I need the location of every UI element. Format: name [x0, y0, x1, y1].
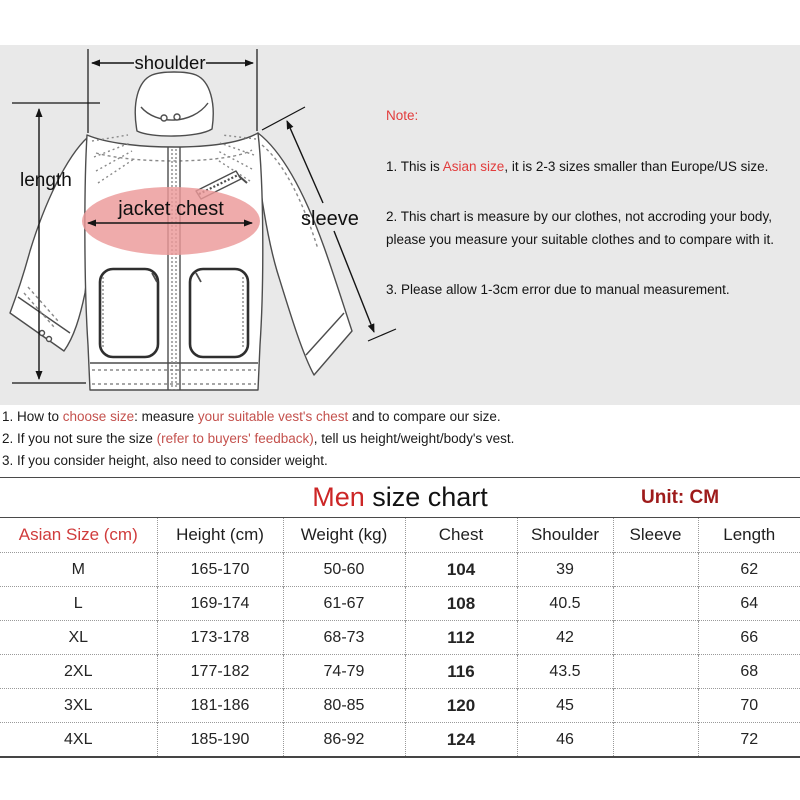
size-cell: 112 — [405, 621, 517, 655]
size-cell: 39 — [517, 553, 613, 587]
note-3: 3. Please allow 1-3cm error due to manual measurement. — [386, 282, 730, 297]
tip-2: 2. If you not sure the size (refer to buyers' feedback), tell us height/weight/body's vest. — [2, 431, 515, 446]
size-table — [0, 518, 800, 756]
size-cell: 74-79 — [283, 655, 405, 689]
size-cell — [613, 655, 698, 689]
col-header-height-cm: Height (cm) — [157, 518, 283, 553]
size-cell: 40.5 — [517, 587, 613, 621]
size-chart-title: Men size chart — [312, 482, 488, 512]
size-row-M — [0, 553, 800, 587]
right-sleeve — [257, 133, 352, 375]
size-cell: 42 — [517, 621, 613, 655]
size-table-header — [0, 518, 800, 553]
size-cell: 68-73 — [283, 621, 405, 655]
collar-snap — [174, 114, 180, 120]
size-row-L — [0, 587, 800, 621]
col-header-sleeve: Sleeve — [613, 518, 698, 553]
size-cell: 80-85 — [283, 689, 405, 723]
size-cell: 104 — [405, 553, 517, 587]
size-cell: 64 — [698, 587, 800, 621]
asian-size-highlight: Asian size — [442, 159, 505, 174]
col-header-chest: Chest — [405, 518, 517, 553]
size-chart-title-row — [0, 478, 800, 518]
size-cell: 62 — [698, 553, 800, 587]
size-cell: 177-182 — [157, 655, 283, 689]
col-header-shoulder: Shoulder — [517, 518, 613, 553]
notes-heading: Note: — [386, 108, 419, 123]
shoulder-label: shoulder — [134, 52, 206, 73]
jacket-measurement-diagram — [0, 45, 400, 405]
size-cell — [613, 553, 698, 587]
size-row-XL — [0, 621, 800, 655]
size-table-body — [0, 553, 800, 757]
unit-label: Unit: CM — [641, 487, 720, 508]
size-row-3XL — [0, 689, 800, 723]
notes-section — [386, 107, 798, 328]
size-cell: 2XL — [0, 655, 157, 689]
size-cell: 4XL — [0, 723, 157, 757]
size-cell: 46 — [517, 723, 613, 757]
size-cell: 120 — [405, 689, 517, 723]
size-cell: 165-170 — [157, 553, 283, 587]
size-cell: 66 — [698, 621, 800, 655]
size-cell: 3XL — [0, 689, 157, 723]
size-row-4XL — [0, 723, 800, 757]
size-cell: 68 — [698, 655, 800, 689]
size-cell: 108 — [405, 587, 517, 621]
size-cell: 72 — [698, 723, 800, 757]
size-cell — [613, 621, 698, 655]
size-cell: 61-67 — [283, 587, 405, 621]
size-cell: M — [0, 553, 157, 587]
size-cell: 181-186 — [157, 689, 283, 723]
size-cell: 169-174 — [157, 587, 283, 621]
header-row — [0, 518, 800, 553]
men-size-chart — [0, 477, 800, 758]
sizing-tips — [2, 406, 798, 472]
size-cell: 45 — [517, 689, 613, 723]
size-cell: 50-60 — [283, 553, 405, 587]
size-cell: XL — [0, 621, 157, 655]
tip-1: 1. How to choose size: measure your suitable vest's chest and to compare our size. — [2, 409, 501, 424]
size-cell: 70 — [698, 689, 800, 723]
size-cell: 43.5 — [517, 655, 613, 689]
sleeve-label: sleeve — [301, 208, 359, 230]
size-cell: 124 — [405, 723, 517, 757]
note-1: 1. This is Asian size, it is 2-3 sizes smaller than Europe/US size. — [386, 159, 769, 174]
size-cell — [613, 723, 698, 757]
col-header-asian-size-cm: Asian Size (cm) — [18, 525, 138, 544]
size-row-2XL — [0, 655, 800, 689]
collar — [135, 72, 213, 136]
note-2: 2. This chart is measure by our clothes, not accroding your body, please you measure your suitable clothes and to compare with it. — [386, 209, 774, 247]
size-cell: 185-190 — [157, 723, 283, 757]
length-label: length — [20, 170, 72, 191]
size-cell: L — [0, 587, 157, 621]
size-cell — [613, 689, 698, 723]
diagram-panel — [0, 45, 800, 405]
col-header-length: Length — [698, 518, 800, 553]
jacket-chest-label: jacket chest — [118, 198, 224, 220]
size-cell: 86-92 — [283, 723, 405, 757]
col-header-weight-kg: Weight (kg) — [283, 518, 405, 553]
size-cell: 116 — [405, 655, 517, 689]
size-cell: 173-178 — [157, 621, 283, 655]
tip-3: 3. If you consider height, also need to consider weight. — [2, 453, 328, 468]
size-cell — [613, 587, 698, 621]
collar-snap — [161, 115, 167, 121]
